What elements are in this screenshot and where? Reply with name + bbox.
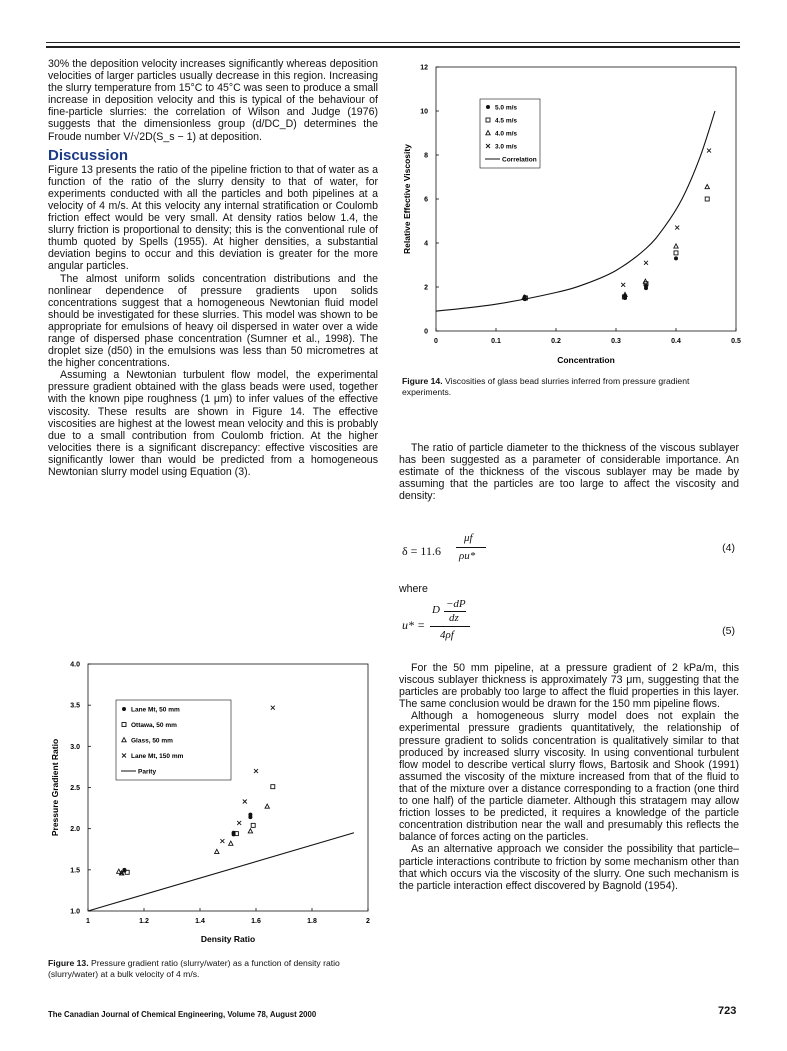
data-point-x (675, 226, 679, 230)
data-point-x (271, 706, 275, 710)
series-line-parity (88, 833, 354, 911)
x-tick-label: 0.1 (491, 338, 501, 345)
legend-entry: Ottawa, 50 mm (131, 722, 177, 729)
x-tick-label: 1.2 (139, 918, 149, 925)
data-point-dot (644, 286, 648, 290)
data-point-square (674, 251, 678, 255)
y-tick-label: 6 (424, 196, 428, 204)
legend-entry: 4.5 m/s (495, 117, 518, 125)
intro-paragraph: 30% the deposition velocity increases significantly whereas deposition velocities of larger particles usually decrease in this region. Increasing the slurry temperature from 15°C to 45°C was seen to produce a small increase in deposition velocity and this is typical of the behaviour of fine-particle slurries: the correlation of Wilson and Judge (1976) suggests that the dimensionless group (d/DC_D) determines the Froude number V/√2D(S_s − 1) at deposition. (48, 58, 378, 143)
data-point-x (644, 261, 648, 265)
page-number: 723 (718, 1005, 737, 1017)
y-tick-label: 3.5 (70, 702, 80, 710)
legend-entry: 4.0 m/s (495, 130, 518, 138)
y-tick-label: 1.5 (70, 867, 80, 875)
header-rule-thick (46, 46, 740, 48)
eq5-fraction-bar (430, 626, 470, 627)
data-point-x (237, 821, 241, 825)
right-column-text-1 (399, 442, 739, 502)
data-point-square (271, 785, 275, 789)
eq4-number: (4) (722, 542, 735, 554)
data-point-x (707, 149, 711, 153)
y-tick-label: 8 (424, 152, 428, 160)
x-tick-label: 0.2 (551, 338, 561, 345)
x-tick-label: 0.5 (731, 338, 741, 345)
data-point-x (220, 839, 224, 843)
journal-footer: The Canadian Journal of Chemical Engineering, Volume 78, August 2000 (48, 1010, 317, 1019)
x-tick-label: 0.3 (611, 338, 621, 345)
pipeline-paragraph: For the 50 mm pipeline, at a pressure gradient of 2 kPa/m, this viscous sublayer thickness is approximately 73 μm, suggesting that the particles are probably too large to affect the fluid properties in this layer. The same conclusion would be drawn for the 150 mm pipeline flows. (399, 662, 739, 711)
eq4-denominator: ρu* (459, 550, 476, 562)
data-point-square (705, 197, 709, 201)
left-column-text (48, 58, 378, 478)
legend-entry: Correlation (502, 156, 537, 164)
figure-14-caption (402, 376, 732, 398)
eq5-num-D: D (432, 604, 440, 616)
figure-13-caption (48, 958, 373, 980)
data-point-x (621, 283, 625, 287)
data-point-square (251, 823, 255, 827)
legend-entry: 3.0 m/s (495, 143, 518, 151)
figure-14-chart (396, 55, 742, 370)
series-line-correlation (436, 111, 715, 311)
x-tick-label: 1.6 (251, 918, 261, 925)
y-tick-label: 12 (420, 64, 428, 72)
eq5-number: (5) (722, 625, 735, 637)
discussion-paragraph-2: The almost uniform solids concentration distributions and the nonlinear dependence of pressure gradients upon solids concentrations suggest that a homogeneous Newtonian fluid model should be investigated for these slurries. This model was shown to be appropriate for emulsions of heavy oil dispersed in water over a wide range of dispersed phase concentration (Sumner et al., 1998). The droplet size (d50) in the emulsions was less than 50 micrometres at the higher concentrations. (48, 272, 378, 370)
data-point-triangle (265, 804, 269, 808)
legend-entry: Lane Mt, 150 mm (131, 753, 184, 760)
x-tick-label: 2 (366, 918, 370, 925)
y-tick-label: 0 (424, 328, 428, 336)
x-tick-label: 0.4 (671, 338, 681, 345)
alternative-paragraph: As an alternative approach we consider the possibility that particle–particle interactions contribute to friction by some mechanism other than that which occurs via the viscosity of the slurry. One such mechanism is the particle interaction effect discovered by Bagnold (1954). (399, 843, 739, 892)
eq4-numerator: μf (464, 532, 473, 544)
x-axis-label: Density Ratio (200, 934, 256, 944)
data-point-x (243, 799, 247, 803)
data-point-triangle (229, 841, 233, 845)
y-tick-label: 1.0 (70, 908, 80, 916)
y-tick-label: 10 (420, 108, 428, 116)
homogeneous-paragraph: Although a homogeneous slurry model does not explain the experimental pressure gradients quantitatively, the relationship of pressure gradient to solids concentration is qualitatively similar to that produced by increased slurry viscosity. In using conventional turbulent flow model to describe vertical slurry flows, Bartosik and Shook (1991) assumed the viscosity of the mixture increased from that of the fluid to that of the mixture over a distance corresponding to a fraction (one third to one half) of the particle diameter. Although this stratagem may allow friction losses to be predicted, it requires a knowledge of the particle concentration distribution near the wall and presumably this reflects the balance of forces acting on the particles. (399, 710, 739, 844)
eq5-denominator: 4ρf (440, 629, 454, 641)
x-tick-label: 1.4 (195, 918, 205, 925)
data-point-dot (674, 256, 678, 260)
figure-13-caption-label: Figure 13. (48, 958, 89, 968)
x-tick-label: 1 (86, 918, 90, 925)
discussion-paragraph-1: Figure 13 presents the ratio of the pipeline friction to that of water as a function of the ratio of the slurry density to that of water, for experiments conducted with all the particles and both pipelines at a velocity of 4 m/s. At this velocity any internal stratification or Coulomb friction effect would be very small. At density ratios below 1.4, the slurry friction is proportional to density; this is the conventional rule of thumb quoted by Spells (1955). At higher densities, a substantial deviation begins to occur and this deviation is greater for the more angular particles. (48, 163, 378, 273)
figure-14-caption-label: Figure 14. (402, 376, 443, 386)
data-point-x (254, 769, 258, 773)
y-tick-label: 2.5 (70, 785, 80, 792)
eq5-num-top: −dP (446, 598, 466, 610)
figure-13-caption-text: Pressure gradient ratio (slurry/water) as a function of density ratio (slurry/water) at a bulk velocity of 4 m/s. (48, 958, 340, 979)
x-tick-label: 1.8 (307, 918, 317, 925)
legend-swatch-dot (486, 105, 490, 109)
y-tick-label: 2 (424, 284, 428, 292)
right-column-text-2 (399, 662, 739, 892)
legend-swatch-dot (122, 707, 126, 711)
legend-entry: 5.0 m/s (495, 104, 518, 112)
figure-13-chart (46, 652, 382, 947)
section-heading: Discussion (48, 146, 129, 164)
data-point-triangle (643, 279, 647, 283)
y-axis-label: Pressure Gradient Ratio (50, 738, 60, 837)
x-tick-label: 0 (434, 338, 438, 345)
data-point-triangle (674, 244, 678, 248)
legend-entry: Parity (138, 768, 157, 776)
data-point-triangle (705, 185, 709, 189)
data-point-dot (248, 815, 252, 819)
eq5-num-dz: dz (449, 612, 459, 624)
eq4-fraction-bar (456, 547, 486, 548)
discussion-paragraph-3: Assuming a Newtonian turbulent flow model, the experimental pressure gradient obtained with the glass beads were used, together with the known pipe roughness (1 μm) to infer values of the effective viscosity. These results are shown in Figure 14. The effective viscosities are highest at the lowest mean velocity and this is probably due to a small contribution from Coulomb friction. At the higher velocities there is a significant discrepancy: effective viscosities are significantly lower than would be predicted from a homogeneous Newtonian slurry model using Equation (3). (48, 369, 378, 478)
eq4-lhs: δ = 11.6 (402, 544, 441, 558)
equation-4 (402, 532, 737, 572)
eq5-lhs: u* = (402, 618, 426, 632)
y-tick-label: 4 (424, 240, 428, 248)
equation-5 (402, 598, 737, 650)
x-axis-label: Concentration (557, 355, 615, 365)
figure-14-caption-text: Viscosities of glass bead slurries inferred from pressure gradient experiments. (402, 376, 690, 397)
header-rule (46, 42, 740, 43)
y-axis-label: Relative Effective Viscosity (402, 144, 412, 254)
data-point-triangle (215, 849, 219, 853)
legend-entry: Lane Mt, 50 mm (131, 706, 180, 714)
where-text (399, 583, 739, 595)
y-tick-label: 4.0 (70, 661, 80, 669)
y-tick-label: 2.0 (70, 826, 80, 834)
sublayer-paragraph: The ratio of particle diameter to the thickness of the viscous sublayer has been suggested as a parameter of considerable importance. An estimate of the thickness of the viscous sublayer may be made by assuming that the particles are too large to affect the viscosity and density: (399, 442, 739, 503)
legend-entry: Glass, 50 mm (131, 737, 173, 745)
y-tick-label: 3.0 (70, 743, 80, 751)
data-point-triangle (248, 829, 252, 833)
where-word: where (399, 583, 428, 595)
